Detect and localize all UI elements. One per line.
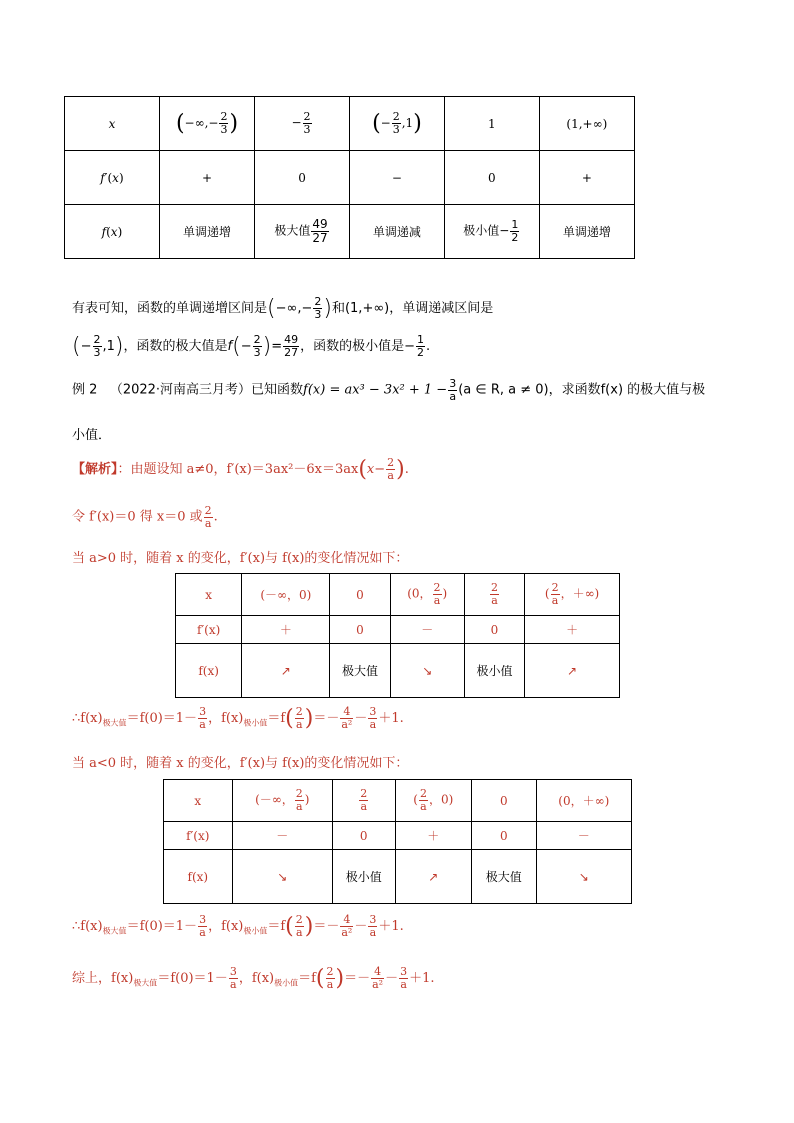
text: －: [385, 971, 399, 986]
extreme-cell: 极大值: [472, 850, 537, 904]
trend-cell: ↗: [242, 644, 330, 698]
trend-cell: 单调递增: [539, 205, 634, 259]
extreme-cell: 极小值: [332, 850, 395, 904]
sign-cell: 0: [255, 151, 350, 205]
text: 综上，: [72, 971, 112, 986]
result-case-negative: $\therefore f(x)_{极大值}=f(0)=1-$ $\frac{3}{a}$ ，$f(x)_{极小值}=f$( $\frac{2}{a}$ )＝－ $\frac{4}{\text{a²}}$ － $\frac{3}{a}$ ＋1.: [72, 913, 404, 939]
text: f(x) 的极大值与极: [600, 382, 706, 398]
point-cell: $\frac{2}{a}$: [464, 574, 524, 616]
row-label-deriv: f′(x): [164, 822, 233, 850]
text: ＝f(0)＝1－: [157, 971, 228, 986]
subscript: 极大值: [133, 978, 158, 988]
trend-cell: ↘: [390, 644, 464, 698]
text: －: [354, 919, 368, 934]
subscript: 极小值: [274, 978, 299, 988]
row-label-deriv: f′(x): [176, 616, 242, 644]
sign-cell: 0: [444, 151, 539, 205]
case-negative: 当 a<0 时，随着 x 的变化，f′(x)与 f(x)的变化情况如下：: [72, 756, 409, 771]
extreme-cell: 极大值: [330, 644, 390, 698]
header-x: x: [65, 97, 160, 151]
sign-cell: －: [232, 822, 332, 850]
sign-cell: －: [390, 616, 464, 644]
interval-cell: (－∞， $\frac{2}{a}$ ): [232, 780, 332, 822]
example-label: 例 2: [72, 382, 98, 398]
text: （2022·河南高三月考）已知函数: [109, 382, 304, 398]
trend-cell: ↘: [232, 850, 332, 904]
header-x: x: [164, 780, 233, 822]
trend-cell: ↗: [525, 644, 620, 698]
sign-cell: +: [539, 151, 634, 205]
solution-line-1: 【解析】：由题设知 a≠0，f′(x)＝3ax²－6x＝3ax(x− $\frac{2}{a}$ ).: [72, 456, 409, 482]
interval-cell: (− $\frac{2}{3}$ ,1): [349, 97, 444, 151]
text: (a ∈ R, a ≠ 0)，求函数: [458, 382, 601, 398]
text: ，f(x): [238, 971, 275, 986]
trend-cell: ↘: [536, 850, 631, 904]
row-label-func: f(x): [164, 850, 233, 904]
point-cell: 1: [444, 97, 539, 151]
sign-cell: 0: [332, 822, 395, 850]
text: ＋1.: [409, 971, 435, 986]
text: ＝f: [267, 711, 286, 726]
text: ，函数的极大值是: [123, 339, 228, 354]
case-positive: 当 a>0 时，随着 x 的变化，f′(x)与 f(x)的变化情况如下：: [72, 551, 409, 566]
interval-cell: (−∞,− $\frac{2}{3}$ ): [159, 97, 254, 151]
conclusion-line-1: 有表可知，函数的单调递增区间是(−∞,− $\frac{2}{3}$ )和(1,+∞)，单调递减区间是: [72, 295, 494, 321]
trend-cell: 单调递减: [349, 205, 444, 259]
subscript: 极小值: [243, 926, 268, 936]
interval-cell: (0，＋∞): [536, 780, 631, 822]
text: ∴f(x): [72, 711, 103, 726]
sign-cell: 0: [330, 616, 390, 644]
text: ，单调递减区间是: [389, 301, 494, 316]
min-value-cell: 极小值− $\frac{1}{2}$: [444, 205, 539, 259]
sign-cell: ＋: [395, 822, 471, 850]
result-case-positive: $\therefore f(x)_{极大值}=f(0)=1-$ $\frac{3}{a}$ ，$f(x)_{极小值}=f$( $\frac{2}{a}$ )＝－ $\frac{4}{\text{a²}}$ － $\frac{3}{a}$ ＋1.: [72, 705, 404, 731]
conclusion-line-2: (− $\frac{2}{3}$ ,1)，函数的极大值是f(− $\frac{2}{3}$ )= $\frac{49}{27}$ ，函数的极小值是− $\frac{1}{2}$ .: [72, 333, 431, 359]
sign-cell: ＋: [525, 616, 620, 644]
text: ＝f(0)＝1－: [126, 919, 198, 934]
text: ，f(x): [208, 919, 244, 934]
text: ：由题设知 a≠0，f′(x)＝3ax²－6x＝3ax: [117, 462, 359, 477]
text: ＝－: [313, 919, 340, 934]
example-2-line-1: 例 2 （2022·河南高三月考）已知函数f(x) = ax³ − 3x² + 1 − $\frac{3}{a}$ (a ∈ R, a ≠ 0)，求函数f(x) 的极大值与极: [72, 377, 706, 403]
example-2-line-2: 小值．: [72, 428, 112, 443]
text: ，f(x): [208, 711, 244, 726]
sign-cell: －: [536, 822, 631, 850]
trend-cell: ↗: [395, 850, 471, 904]
point-cell: $\frac{2}{a}$: [332, 780, 395, 822]
point-cell: − $\frac{2}{3}$: [255, 97, 350, 151]
monotonicity-table-1: [64, 96, 635, 259]
trend-cell: 单调递增: [159, 205, 254, 259]
point-cell: 0: [472, 780, 537, 822]
text: .: [426, 339, 431, 354]
text: ，函数的极小值是: [300, 339, 405, 354]
function-expr: f(x) = ax³ − 3x² + 1 −: [303, 382, 448, 398]
sign-cell: 0: [472, 822, 537, 850]
row-label-func: f(x): [176, 644, 242, 698]
monotonicity-table-2: [175, 573, 620, 698]
row-label-func: f(x): [65, 205, 160, 259]
header-x: x: [176, 574, 242, 616]
row-label-deriv: f′(x): [65, 151, 160, 205]
sign-cell: ＋: [242, 616, 330, 644]
text: ＝f(0)＝1－: [126, 711, 198, 726]
sign-cell: −: [349, 151, 444, 205]
text: ＝f: [298, 971, 316, 986]
text: －: [354, 711, 368, 726]
text: ＝－: [313, 711, 340, 726]
summary-line: 综上，$f(x)_{极大值}=f(0)=1-$ $\frac{3}{a}$ ，$f(x)_{极小值}=f$( $\frac{2}{a}$ )＝－ $\frac{4}{\text{a²}}$ － $\frac{3}{a}$ ＋1.: [72, 965, 435, 991]
solution-label: 【解析】: [72, 462, 118, 477]
monotonicity-table-3: [163, 779, 632, 904]
text: 有表可知，函数的单调递增区间是: [72, 301, 268, 316]
subscript: 极大值: [102, 926, 127, 936]
sign-cell: 0: [464, 616, 524, 644]
max-value-cell: 极大值 $\frac{49}{27}$: [255, 205, 350, 259]
sign-cell: +: [159, 151, 254, 205]
text: ∴f(x): [72, 919, 103, 934]
point-cell: 0: [330, 574, 390, 616]
text: ＝f: [267, 919, 286, 934]
text: 和: [331, 301, 345, 316]
text: ＝－: [344, 971, 371, 986]
interval-cell: (－∞，0): [242, 574, 330, 616]
interval-cell: (0， $\frac{2}{a}$ ): [390, 574, 464, 616]
text: ＋1.: [378, 711, 404, 726]
subscript: 极小值: [243, 718, 268, 728]
interval-cell: ( $\frac{2}{a}$ ，0): [395, 780, 471, 822]
text: ＋1.: [378, 919, 404, 934]
interval-cell: ( $\frac{2}{a}$ ，＋∞): [525, 574, 620, 616]
extreme-cell: 极小值: [464, 644, 524, 698]
solution-line-2: 令 f′(x)＝0 得 x＝0 或 $\frac{2}{a}$ .: [72, 504, 218, 530]
interval-cell: (1,+∞): [539, 97, 634, 151]
text: 令 f′(x)＝0 得 x＝0 或: [72, 509, 203, 525]
subscript: 极大值: [102, 718, 127, 728]
